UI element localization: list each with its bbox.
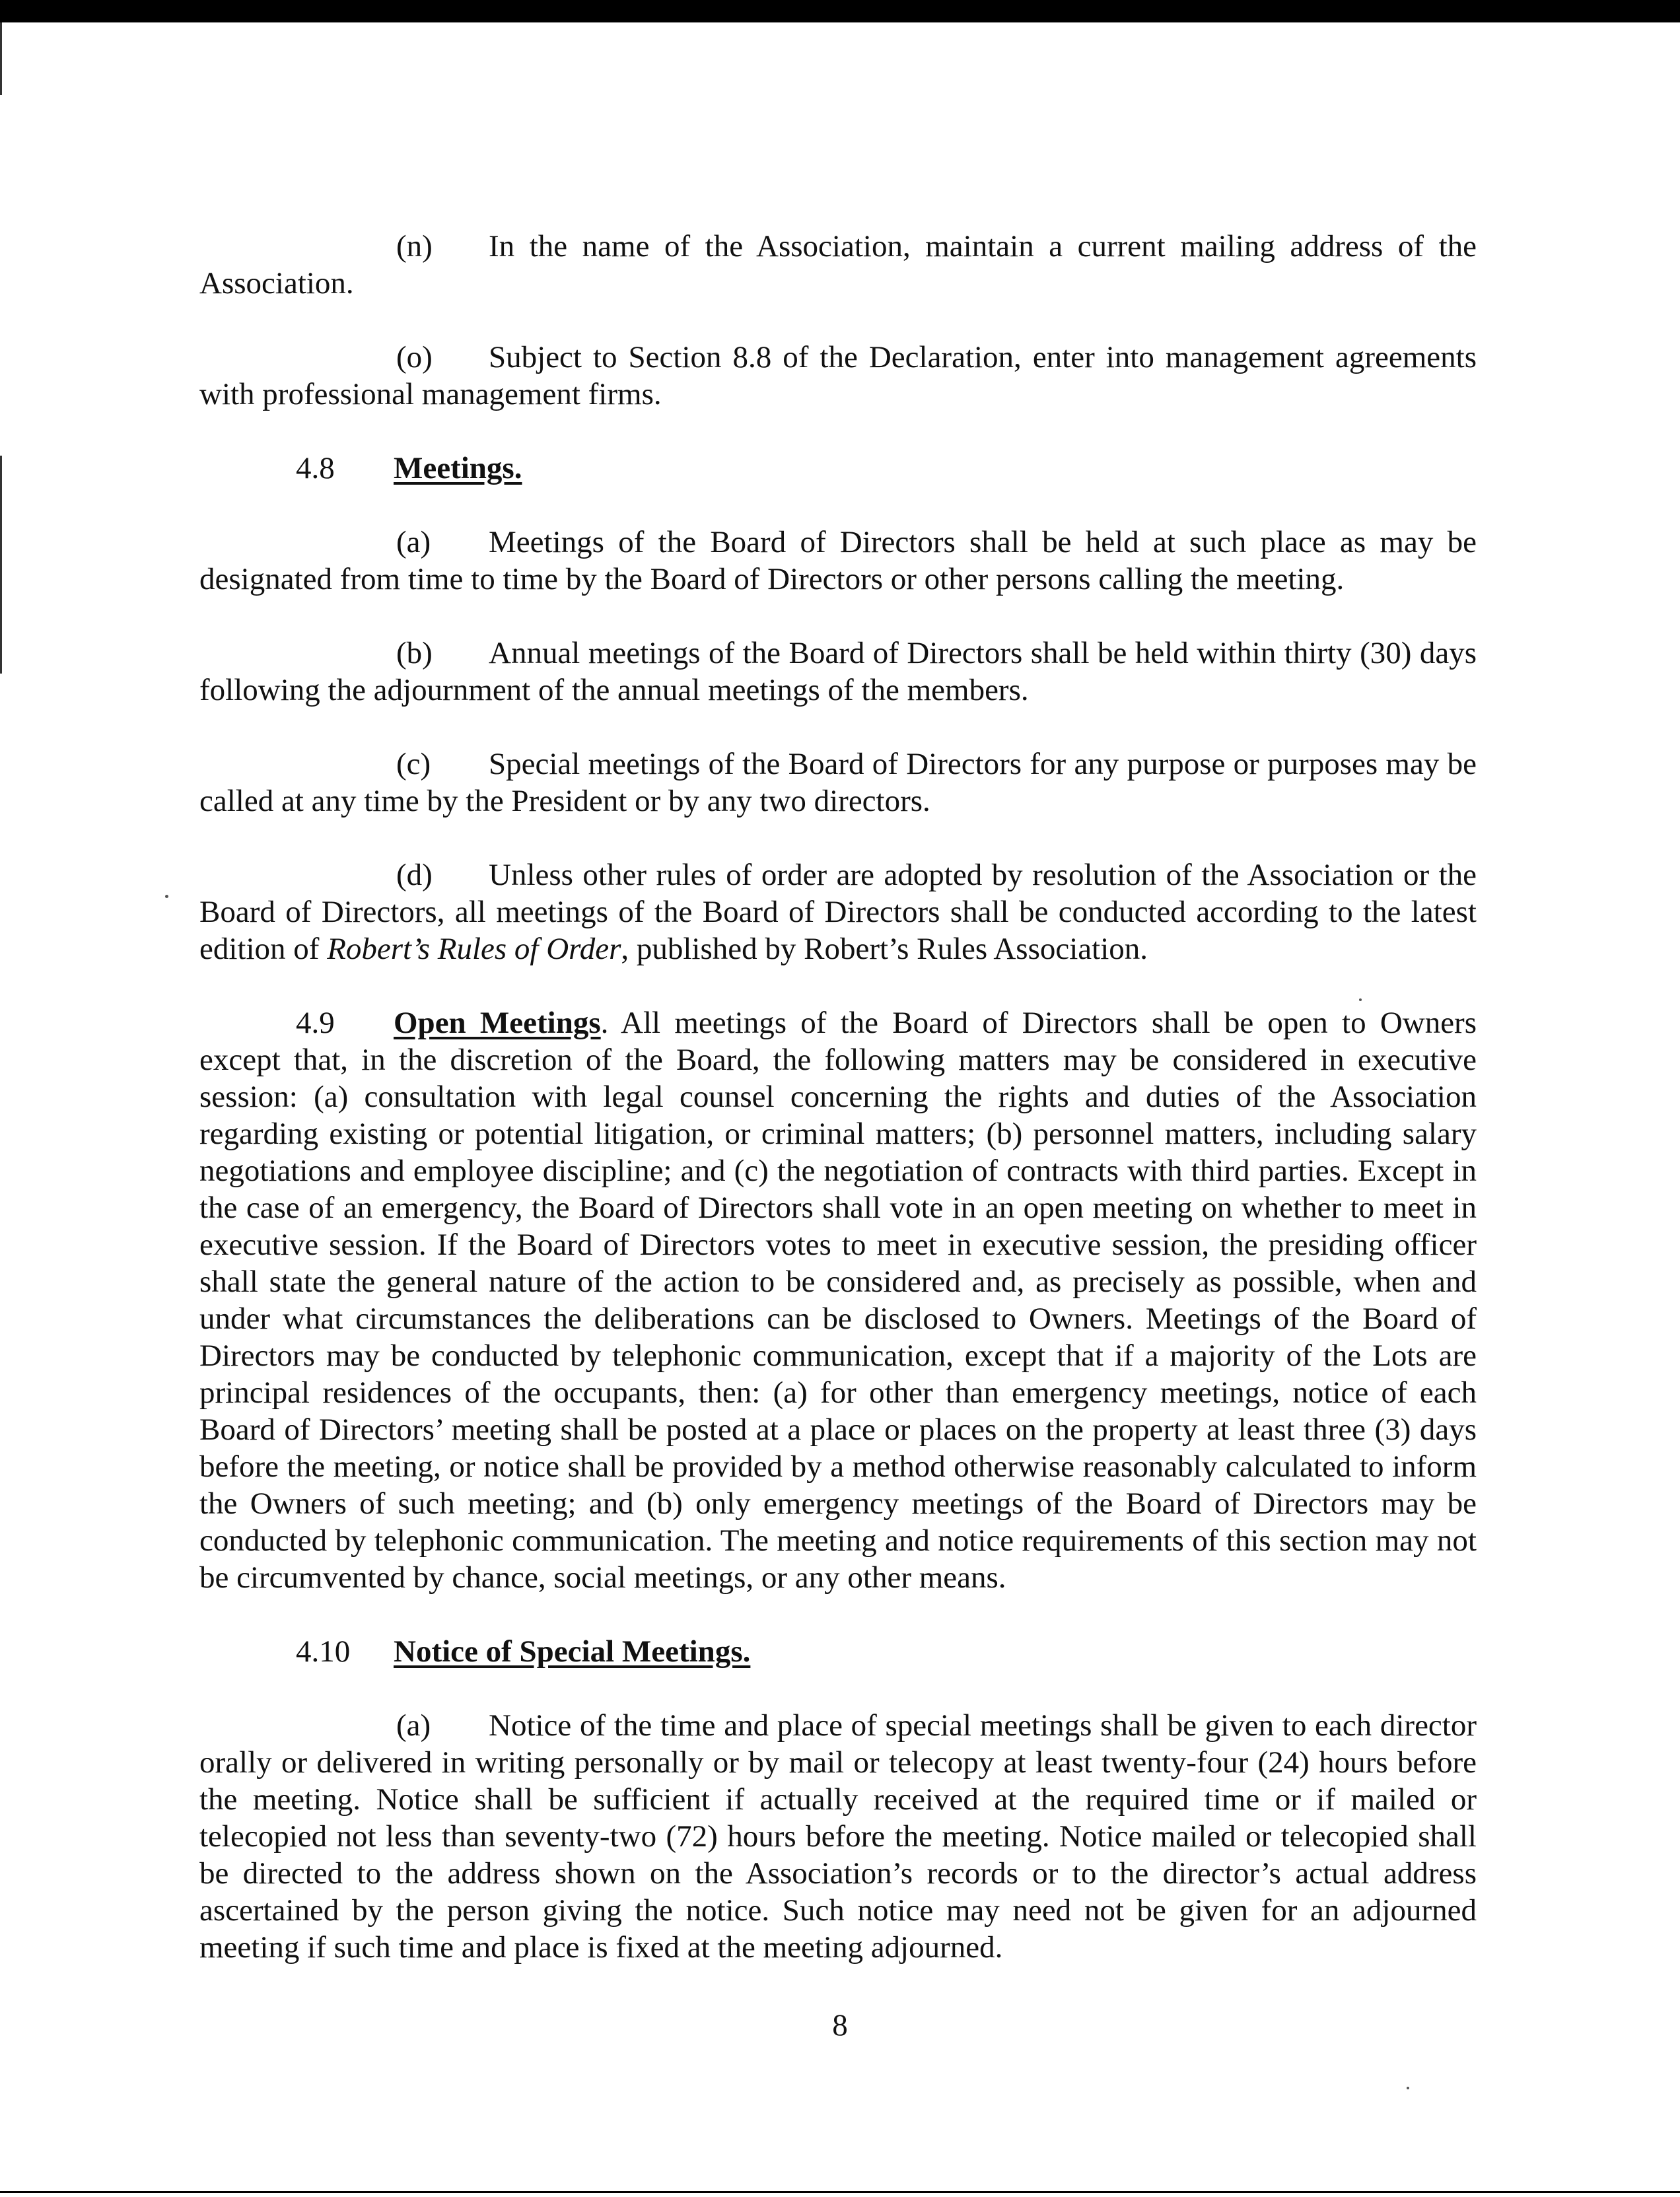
item-label: (a)	[396, 1708, 431, 1743]
item-text: Subject to Section 8.8 of the Declaration, enter into management agreements with professional management firms.	[199, 340, 1477, 411]
section-4-9	[199, 1004, 1477, 1596]
item-text-italic: Robert’s Rules of Order	[327, 932, 621, 966]
document-page	[199, 228, 1477, 2003]
item-4-8-d	[199, 856, 1477, 967]
section-4-10-heading	[199, 1633, 1477, 1670]
scan-speck	[165, 895, 168, 898]
item-text: Meetings of the Board of Directors shall be held at such place as may be designated from time to time by the Board of Directors or other persons calling the meeting.	[199, 525, 1477, 596]
item-label: (a)	[396, 525, 431, 559]
item-text: , published by Robert’s Rules Association.	[621, 932, 1148, 966]
section-title: Meetings.	[394, 451, 522, 485]
section-title-punct: .	[600, 1006, 609, 1040]
item-label: (b)	[396, 636, 433, 670]
section-number: 4.10	[296, 1634, 351, 1669]
item-label: (n)	[396, 229, 433, 263]
scan-top-border	[0, 0, 1680, 22]
item-text: Special meetings of the Board of Directors for any purpose or purposes may be called at any time by the President or by any two directors.	[199, 747, 1477, 818]
section-title: Open Meetings	[394, 1006, 601, 1040]
item-4-10-a	[199, 1707, 1477, 1966]
scan-speck	[1407, 2087, 1409, 2089]
item-label: (d)	[396, 858, 433, 892]
item-o	[199, 339, 1477, 413]
page-number: 8	[832, 2008, 848, 2042]
item-4-8-c	[199, 746, 1477, 820]
section-number: 4.8	[296, 451, 335, 485]
item-n	[199, 228, 1477, 302]
item-text: In the name of the Association, maintain a current mailing address of the Association.	[199, 229, 1477, 300]
item-text: Unless other rules of order are adopted by resolution of the Association or the Board of Directors, all meetings of the Board of Directors shall be conducted according to the latest edition of	[199, 858, 1477, 966]
section-4-8-heading	[199, 450, 1477, 487]
section-number: 4.9	[296, 1006, 335, 1040]
item-label: (o)	[396, 340, 433, 374]
section-text: All meetings of the Board of Directors shall be open to Owners except that, in the discretion of the Board, the following matters may be considered in executive session: (a) consultation with legal counsel concerning the rights and duties of the Association regarding existing or potential litigation, or criminal matters; (b) personnel matters, including salary negotiations and employee discipline; and (c) the negotiation of contracts with third parties. Except in the case of an emergency, the Board of Directors shall vote in an open meeting on whether to meet in executive session. If the Board of Directors votes to meet in executive session, the presiding officer shall state the general nature of the action to be considered and, as precisely as possible, when and under what circumstances the deliberations can be disclosed to Owners. Meetings of the Board of Directors may be conducted by telephonic communication, except that if a majority of the Lots are principal residences of the occupants, then: (a) for other than emergency meetings, notice of each Board of Directors’ meeting shall be posted at a place or places on the property at least three (3) days before the meeting, or notice shall be provided by a method otherwise reasonably calculated to inform the Owners of such meeting; and (b) only emergency meetings of the Board of Directors may be conducted by telephonic communication. The meeting and notice requirements of this section may not be circumvented by chance, social meetings, or any other means.	[199, 1006, 1477, 1595]
item-4-8-a	[199, 524, 1477, 598]
item-label: (c)	[396, 747, 431, 781]
item-4-8-b	[199, 635, 1477, 709]
section-title: Notice of Special Meetings.	[394, 1634, 751, 1669]
item-text: Notice of the time and place of special meetings shall be given to each director orally or delivered in writing personally or by mail or telecopy at least twenty-four (24) hours before the meeting. Notice shall be sufficient if actually received at the required time or if mailed or telecopied not less than seventy-two (72) hours before the meeting. Notice mailed or telecopied shall be directed to the address shown on the Association’s records or to the director’s actual address ascertained by the person giving the notice. Such notice may need not be given for an adjourned meeting if such time and place is fixed at the meeting adjourned.	[199, 1708, 1477, 1965]
scan-left-edge	[0, 456, 2, 674]
item-text: Annual meetings of the Board of Directors shall be held within thirty (30) days following the adjournment of the annual meetings of the members.	[199, 636, 1477, 707]
scan-bottom-border	[0, 2191, 1680, 2193]
scan-left-edge	[0, 22, 2, 95]
